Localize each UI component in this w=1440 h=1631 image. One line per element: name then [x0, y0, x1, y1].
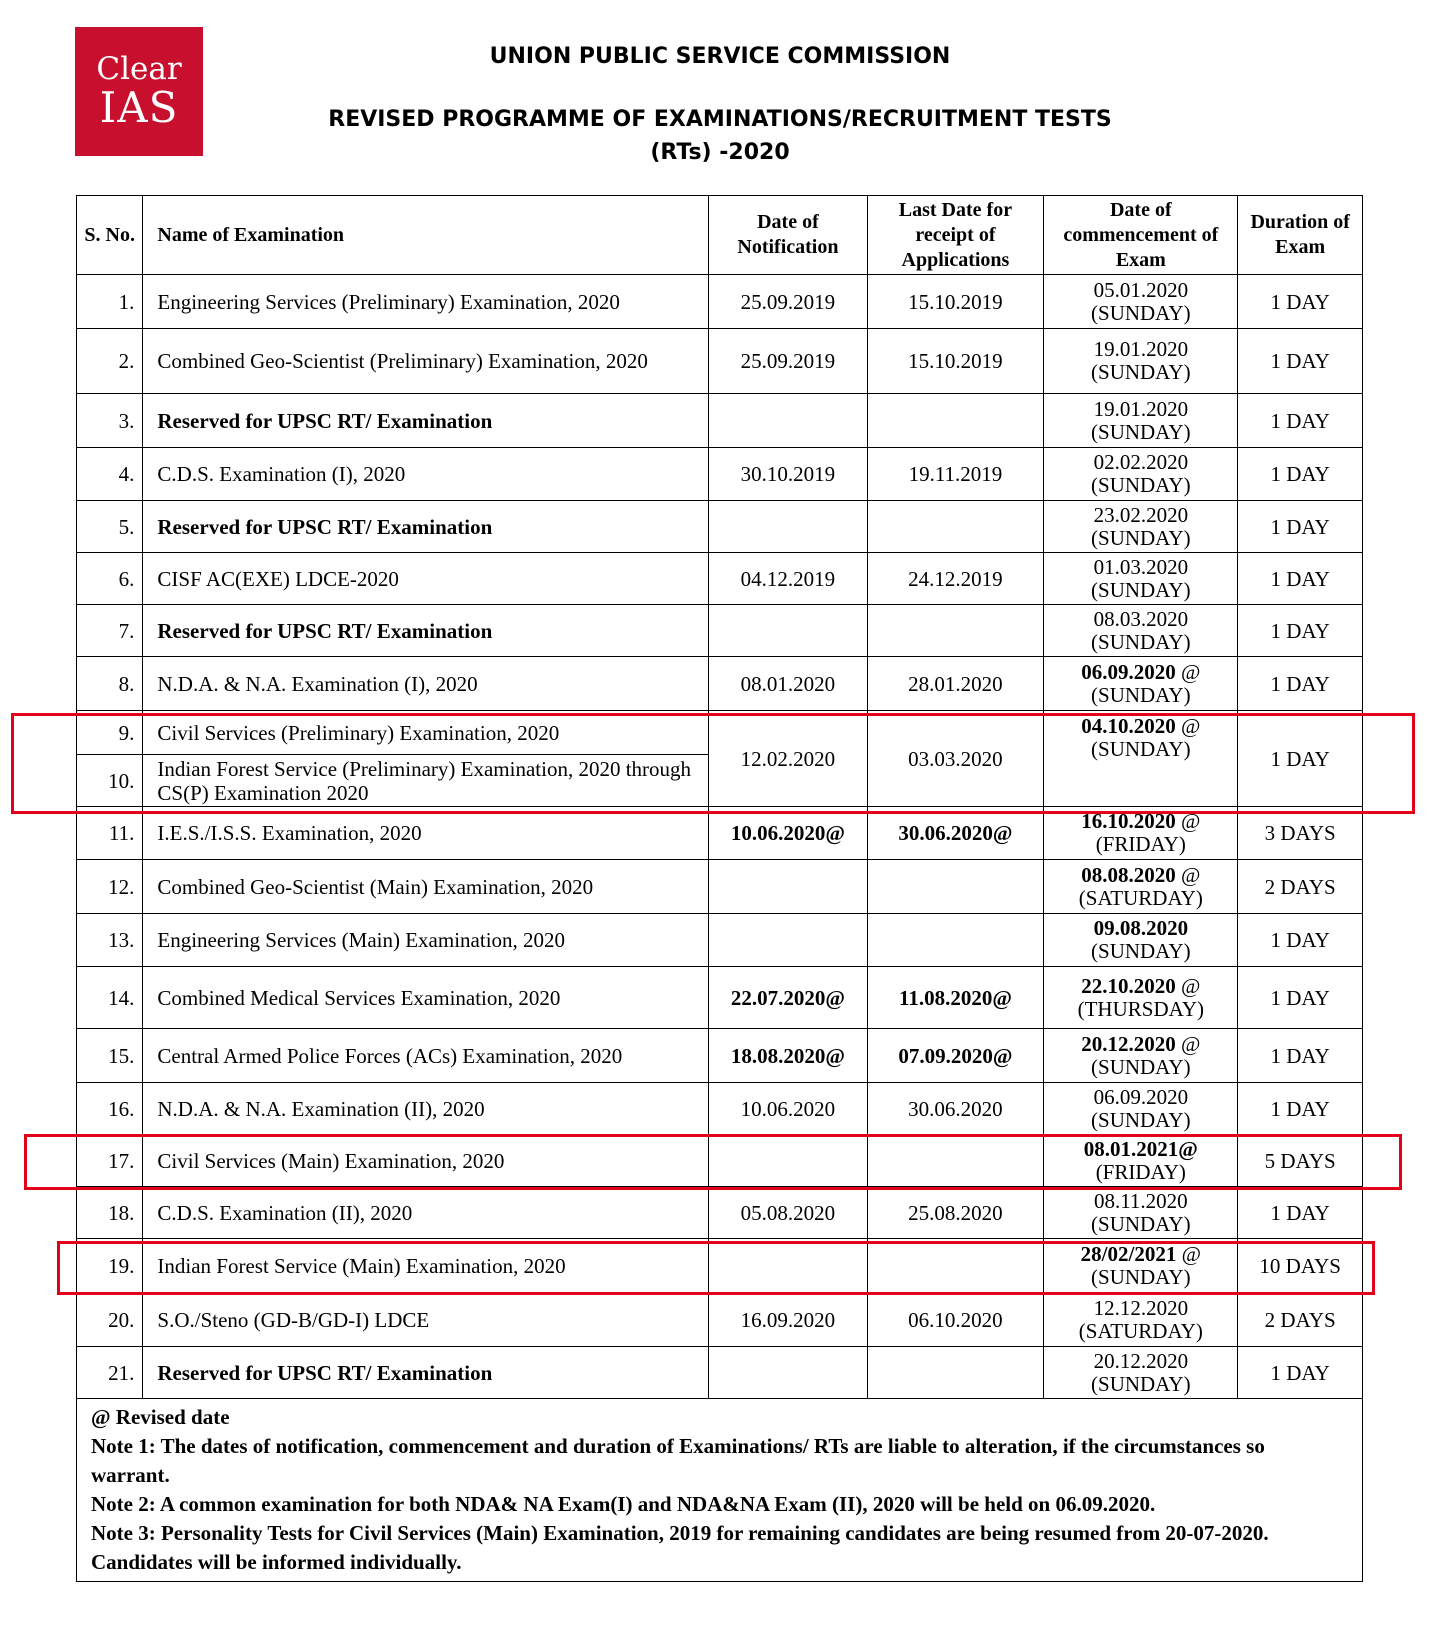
- row-last-date: 03.03.2020: [867, 711, 1044, 807]
- commencement-day: (SUNDAY): [1091, 1054, 1191, 1079]
- row-last-date: [867, 501, 1044, 553]
- row-exam-name: Engineering Services (Main) Examination, 2020: [143, 914, 709, 967]
- row-duration: 1 DAY: [1238, 394, 1363, 448]
- commencement-date: 06.09.2020: [1093, 1084, 1189, 1109]
- row-duration: 1 DAY: [1238, 1187, 1363, 1239]
- row-notification-date: 10.06.2020: [709, 1083, 867, 1135]
- table-body: [77, 275, 1363, 1399]
- row-commencement: [1044, 1029, 1238, 1083]
- table-row: [77, 1083, 1363, 1135]
- row-commencement: [1044, 448, 1238, 501]
- notes-cell: [77, 1399, 1363, 1582]
- row-duration: 1 DAY: [1238, 275, 1363, 329]
- row-duration: 3 DAYS: [1238, 807, 1363, 860]
- row-last-date: 30.06.2020: [867, 1083, 1044, 1135]
- table-header-row: [77, 196, 1363, 275]
- row-commencement: [1044, 329, 1238, 394]
- row-commencement: [1044, 657, 1238, 711]
- row-exam-name: C.D.S. Examination (I), 2020: [143, 448, 709, 501]
- row-sno: 2.: [77, 329, 143, 394]
- row-sno: 17.: [77, 1135, 143, 1187]
- commencement-date: 08.01.2021@: [1083, 1136, 1198, 1161]
- table-row: [77, 657, 1363, 711]
- row-notification-date: 05.08.2020: [709, 1187, 867, 1239]
- table-row: [77, 1029, 1363, 1083]
- col-header-sno: S. No.: [77, 196, 143, 275]
- row-commencement: [1044, 1293, 1238, 1347]
- row-notification-date: [709, 501, 867, 553]
- row-sno: 6.: [77, 553, 143, 605]
- col-header-notification: Date of Notification: [709, 196, 867, 275]
- row-duration: 1 DAY: [1238, 553, 1363, 605]
- row-exam-name: CISF AC(EXE) LDCE-2020: [143, 553, 709, 605]
- revised-mark: @: [1175, 973, 1201, 998]
- notes-row: [77, 1399, 1363, 1582]
- document-title: UNION PUBLIC SERVICE COMMISSION: [489, 44, 951, 69]
- row-notification-date: [709, 394, 867, 448]
- document-subtitle-year: (RTs) -2020: [650, 140, 790, 165]
- commencement-day: (SUNDAY): [1091, 1264, 1191, 1289]
- commencement-date: 09.08.2020: [1093, 916, 1189, 940]
- commencement-day: (SUNDAY): [1091, 300, 1191, 325]
- logo-line-1: Clear: [96, 51, 182, 87]
- row-last-date: [867, 605, 1044, 657]
- row-exam-name: Combined Geo-Scientist (Main) Examination, 2020: [143, 860, 709, 914]
- row-notification-date: [709, 914, 867, 967]
- commencement-date: 08.11.2020: [1093, 1188, 1188, 1213]
- row-last-date: [867, 1135, 1044, 1187]
- row-exam-name: Reserved for UPSC RT/ Examination: [143, 605, 709, 657]
- commencement-day: (SATURDAY): [1078, 1318, 1203, 1343]
- table-row: [77, 275, 1363, 329]
- row-commencement: [1044, 1083, 1238, 1135]
- row-notification-date: 16.09.2020: [709, 1293, 867, 1347]
- row-last-date: [867, 1347, 1044, 1399]
- row-commencement: [1044, 553, 1238, 605]
- exam-schedule-table: [76, 195, 1363, 1582]
- row-duration: 1 DAY: [1238, 329, 1363, 394]
- row-last-date: 24.12.2019: [867, 553, 1044, 605]
- row-exam-name: Reserved for UPSC RT/ Examination: [143, 501, 709, 553]
- table-row: [77, 605, 1363, 657]
- table-row: [77, 711, 1363, 755]
- row-notification-date: 25.09.2019: [709, 275, 867, 329]
- row-last-date: [867, 1239, 1044, 1293]
- revised-mark: @: [1175, 659, 1201, 684]
- row-notification-date: 12.02.2020: [709, 711, 867, 807]
- commencement-date: 20.12.2020: [1081, 1031, 1176, 1056]
- row-notification-date: 25.09.2019: [709, 329, 867, 394]
- row-notification-date: [709, 1347, 867, 1399]
- note-1: Note 1: The dates of notification, commencement and duration of Examinations/ RTs are liable to alteration, if the circumstances so warrant.: [91, 1434, 1265, 1487]
- note-revised: @ Revised date: [91, 1405, 230, 1429]
- commencement-date: 01.03.2020: [1093, 554, 1189, 579]
- col-header-commencement: Date of commencement of Exam: [1044, 196, 1238, 275]
- row-last-date: 07.09.2020@: [867, 1029, 1044, 1083]
- table-row: [77, 448, 1363, 501]
- row-exam-name: N.D.A. & N.A. Examination (II), 2020: [143, 1083, 709, 1135]
- commencement-day: (SUNDAY): [1091, 577, 1191, 602]
- row-commencement: [1044, 1187, 1238, 1239]
- row-last-date: 28.01.2020: [867, 657, 1044, 711]
- row-last-date: 30.06.2020@: [867, 807, 1044, 860]
- row-last-date: 06.10.2020: [867, 1293, 1044, 1347]
- row-exam-name: Engineering Services (Preliminary) Examination, 2020: [143, 275, 709, 329]
- logo-line-2: IAS: [99, 83, 179, 132]
- row-notification-date: 30.10.2019: [709, 448, 867, 501]
- table-row: [77, 1187, 1363, 1239]
- commencement-date: 04.10.2020: [1081, 714, 1176, 738]
- row-notification-date: 04.12.2019: [709, 553, 867, 605]
- row-commencement: [1044, 501, 1238, 553]
- row-notification-date: 10.06.2020@: [709, 807, 867, 860]
- row-sno: 3.: [77, 394, 143, 448]
- commencement-day: (SUNDAY): [1091, 1107, 1191, 1132]
- commencement-date: 19.01.2020: [1093, 337, 1189, 361]
- row-duration: 1 DAY: [1238, 711, 1363, 807]
- commencement-day: (SUNDAY): [1091, 1211, 1191, 1236]
- row-commencement: [1044, 1239, 1238, 1293]
- row-sno: 10.: [77, 755, 143, 807]
- row-commencement: [1044, 1135, 1238, 1187]
- col-header-duration: Duration of Exam: [1238, 196, 1363, 275]
- row-duration: 1 DAY: [1238, 914, 1363, 967]
- row-last-date: 11.08.2020@: [867, 967, 1044, 1029]
- row-exam-name: Reserved for UPSC RT/ Examination: [143, 1347, 709, 1399]
- row-duration: 1 DAY: [1238, 1347, 1363, 1399]
- row-sno: 18.: [77, 1187, 143, 1239]
- row-duration: 5 DAYS: [1238, 1135, 1363, 1187]
- row-sno: 16.: [77, 1083, 143, 1135]
- commencement-day: (SUNDAY): [1091, 629, 1191, 654]
- row-commencement: [1044, 967, 1238, 1029]
- row-sno: 14.: [77, 967, 143, 1029]
- row-duration: 1 DAY: [1238, 1083, 1363, 1135]
- table-row: [77, 394, 1363, 448]
- note-3: Note 3: Personality Tests for Civil Services (Main) Examination, 2019 for remaining candidates are being resumed from 20-07-2020. Candidates will be informed individually.: [91, 1521, 1269, 1574]
- row-exam-name: Indian Forest Service (Main) Examination, 2020: [143, 1239, 709, 1293]
- commencement-day: (SUNDAY): [1091, 682, 1191, 707]
- row-duration: 1 DAY: [1238, 967, 1363, 1029]
- row-sno: 20.: [77, 1293, 143, 1347]
- col-header-last-date: Last Date for receipt of Applications: [867, 196, 1044, 275]
- revised-mark: @: [1175, 714, 1201, 738]
- row-notification-date: [709, 860, 867, 914]
- row-exam-name: C.D.S. Examination (II), 2020: [143, 1187, 709, 1239]
- table-row: [77, 807, 1363, 860]
- row-sno: 4.: [77, 448, 143, 501]
- row-exam-name: I.E.S./I.S.S. Examination, 2020: [143, 807, 709, 860]
- table-row: [77, 860, 1363, 914]
- commencement-date: 22.10.2020: [1081, 973, 1176, 998]
- row-commencement: [1044, 860, 1238, 914]
- row-commencement: [1044, 807, 1238, 860]
- row-commencement: [1044, 914, 1238, 967]
- row-last-date: 19.11.2019: [867, 448, 1044, 501]
- commencement-day: (SUNDAY): [1091, 1371, 1191, 1396]
- commencement-date: 19.01.2020: [1093, 396, 1189, 421]
- commencement-date: 08.08.2020: [1081, 862, 1176, 887]
- commencement-day: (FRIDAY): [1095, 1159, 1186, 1184]
- table-row: [77, 1239, 1363, 1293]
- row-exam-name: Civil Services (Preliminary) Examination, 2020: [143, 711, 709, 755]
- row-sno: 11.: [77, 807, 143, 860]
- table-row: [77, 553, 1363, 605]
- row-last-date: 25.08.2020: [867, 1187, 1044, 1239]
- row-sno: 1.: [77, 275, 143, 329]
- row-exam-name: N.D.A. & N.A. Examination (I), 2020: [143, 657, 709, 711]
- commencement-date: 23.02.2020: [1093, 502, 1189, 527]
- commencement-date: 08.03.2020: [1093, 606, 1189, 631]
- row-exam-name: Combined Medical Services Examination, 2020: [143, 967, 709, 1029]
- row-sno: 19.: [77, 1239, 143, 1293]
- revised-mark: @: [1175, 1031, 1201, 1056]
- table-row: [77, 914, 1363, 967]
- row-commencement: [1044, 275, 1238, 329]
- row-notification-date: [709, 1239, 867, 1293]
- row-notification-date: [709, 605, 867, 657]
- row-notification-date: 22.07.2020@: [709, 967, 867, 1029]
- revised-mark: @: [1175, 862, 1201, 887]
- row-sno: 21.: [77, 1347, 143, 1399]
- revised-mark: @: [1176, 1241, 1201, 1266]
- commencement-day: (THURSDAY): [1077, 996, 1205, 1021]
- commencement-date: 05.01.2020: [1093, 277, 1189, 302]
- row-sno: 13.: [77, 914, 143, 967]
- commencement-date: 06.09.2020: [1081, 659, 1176, 684]
- document-subtitle: REVISED PROGRAMME OF EXAMINATIONS/RECRUITMENT TESTS: [328, 107, 1112, 132]
- commencement-day: (SUNDAY): [1091, 939, 1191, 963]
- row-sno: 7.: [77, 605, 143, 657]
- commencement-day: (SUNDAY): [1091, 737, 1191, 761]
- commencement-date: 02.02.2020: [1093, 450, 1189, 474]
- row-notification-date: [709, 1135, 867, 1187]
- row-duration: 2 DAYS: [1238, 1293, 1363, 1347]
- table-row: [77, 501, 1363, 553]
- row-duration: 1 DAY: [1238, 501, 1363, 553]
- row-sno: 5.: [77, 501, 143, 553]
- row-last-date: 15.10.2019: [867, 329, 1044, 394]
- row-last-date: [867, 860, 1044, 914]
- table-row: [77, 1135, 1363, 1187]
- commencement-day: (SUNDAY): [1091, 525, 1191, 550]
- commencement-day: (SUNDAY): [1091, 419, 1191, 444]
- commencement-date: 16.10.2020: [1081, 809, 1176, 833]
- table-row: [77, 1293, 1363, 1347]
- row-sno: 9.: [77, 711, 143, 755]
- row-sno: 12.: [77, 860, 143, 914]
- row-last-date: [867, 394, 1044, 448]
- row-exam-name: Indian Forest Service (Preliminary) Examination, 2020 through CS(P) Examination 2020: [143, 755, 709, 807]
- revised-mark: @: [1175, 809, 1201, 833]
- table-row: [77, 1347, 1363, 1399]
- row-duration: 1 DAY: [1238, 605, 1363, 657]
- row-duration: 1 DAY: [1238, 657, 1363, 711]
- commencement-day: (SATURDAY): [1078, 885, 1203, 910]
- row-duration: 2 DAYS: [1238, 860, 1363, 914]
- row-commencement: [1044, 1347, 1238, 1399]
- row-commencement: [1044, 394, 1238, 448]
- row-sno: 15.: [77, 1029, 143, 1083]
- row-commencement: [1044, 605, 1238, 657]
- row-sno: 8.: [77, 657, 143, 711]
- row-notification-date: 08.01.2020: [709, 657, 867, 711]
- row-exam-name: Combined Geo-Scientist (Preliminary) Examination, 2020: [143, 329, 709, 394]
- row-exam-name: Reserved for UPSC RT/ Examination: [143, 394, 709, 448]
- col-header-name: Name of Examination: [143, 196, 709, 275]
- commencement-date: 12.12.2020: [1093, 1295, 1189, 1320]
- row-last-date: 15.10.2019: [867, 275, 1044, 329]
- commencement-day: (FRIDAY): [1095, 832, 1186, 856]
- row-exam-name: S.O./Steno (GD-B/GD-I) LDCE: [143, 1293, 709, 1347]
- row-duration: 1 DAY: [1238, 448, 1363, 501]
- table-row: [77, 329, 1363, 394]
- row-exam-name: Civil Services (Main) Examination, 2020: [143, 1135, 709, 1187]
- row-duration: 10 DAYS: [1238, 1239, 1363, 1293]
- commencement-day: (SUNDAY): [1091, 360, 1191, 384]
- commencement-day: (SUNDAY): [1091, 473, 1191, 497]
- row-exam-name: Central Armed Police Forces (ACs) Examination, 2020: [143, 1029, 709, 1083]
- commencement-date: 20.12.2020: [1093, 1348, 1189, 1373]
- row-notification-date: 18.08.2020@: [709, 1029, 867, 1083]
- table-row: [77, 967, 1363, 1029]
- note-2: Note 2: A common examination for both NDA& NA Exam(I) and NDA&NA Exam (II), 2020 will be held on 06.09.2020.: [91, 1492, 1156, 1516]
- row-duration: 1 DAY: [1238, 1029, 1363, 1083]
- row-commencement: [1044, 711, 1238, 807]
- row-last-date: [867, 914, 1044, 967]
- commencement-date: 28/02/2021: [1080, 1241, 1177, 1266]
